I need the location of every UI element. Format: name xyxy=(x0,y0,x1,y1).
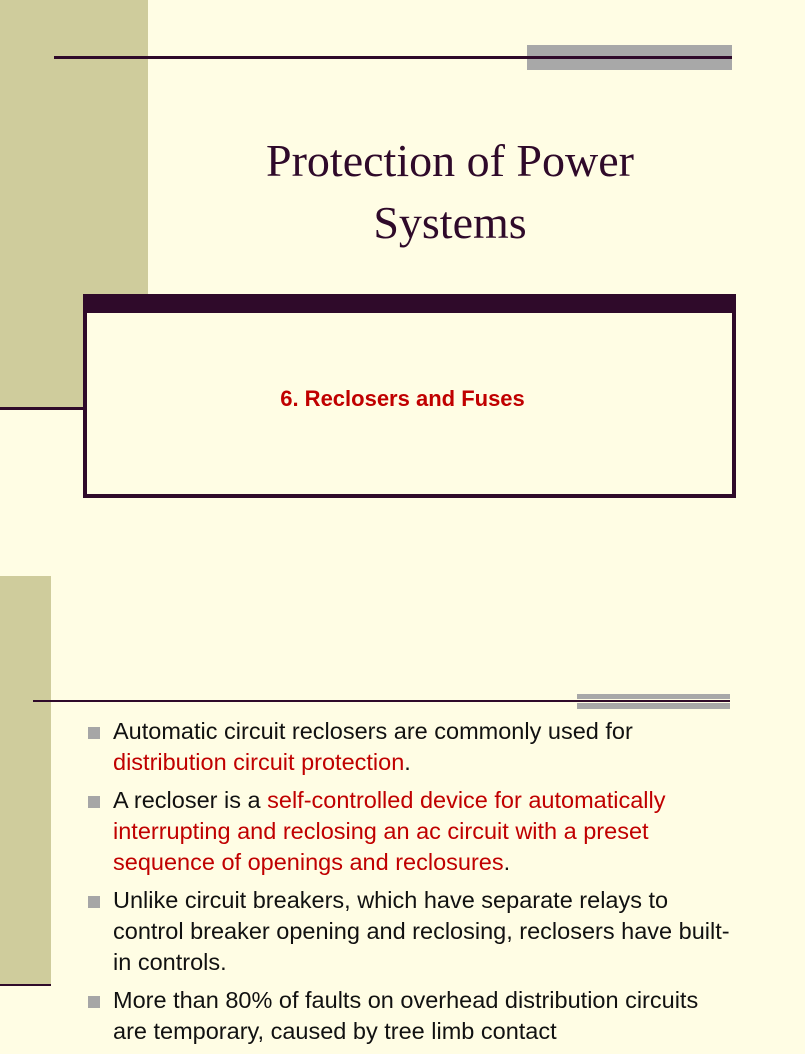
square-bullet-icon xyxy=(88,727,100,739)
square-bullet-icon xyxy=(88,896,100,908)
header-rule xyxy=(33,700,730,702)
header-accent-bar xyxy=(577,694,730,699)
list-item: A recloser is a self-controlled device for automatically interrupting and reclosing an ac circuit with a preset sequence of openings and reclosures. xyxy=(86,785,736,878)
slide-subtitle: 6. Reclosers and Fuses xyxy=(280,386,525,411)
list-item: Automatic circuit reclosers are commonly used for distribution circuit protection. xyxy=(86,716,736,778)
title-line-1: Protection of Power xyxy=(266,135,634,186)
bullet-list xyxy=(86,716,736,1054)
side-band xyxy=(0,576,51,985)
square-bullet-icon xyxy=(88,796,100,808)
title-line-2: Systems xyxy=(373,197,527,248)
list-item: More than 80% of faults on overhead distribution circuits are temporary, caused by tree limb contact xyxy=(86,985,736,1047)
side-bottom-rule xyxy=(0,984,51,986)
header-accent-bar-lower xyxy=(577,703,730,709)
content-slide xyxy=(0,576,768,1044)
top-accent-bar-lower xyxy=(527,59,732,70)
top-accent-bar xyxy=(527,45,732,56)
list-item: Unlike circuit breakers, which have separate relays to control breaker opening and reclosing, reclosers have built-in controls. xyxy=(86,885,736,978)
square-bullet-icon xyxy=(88,996,100,1008)
slide-title xyxy=(150,130,750,254)
